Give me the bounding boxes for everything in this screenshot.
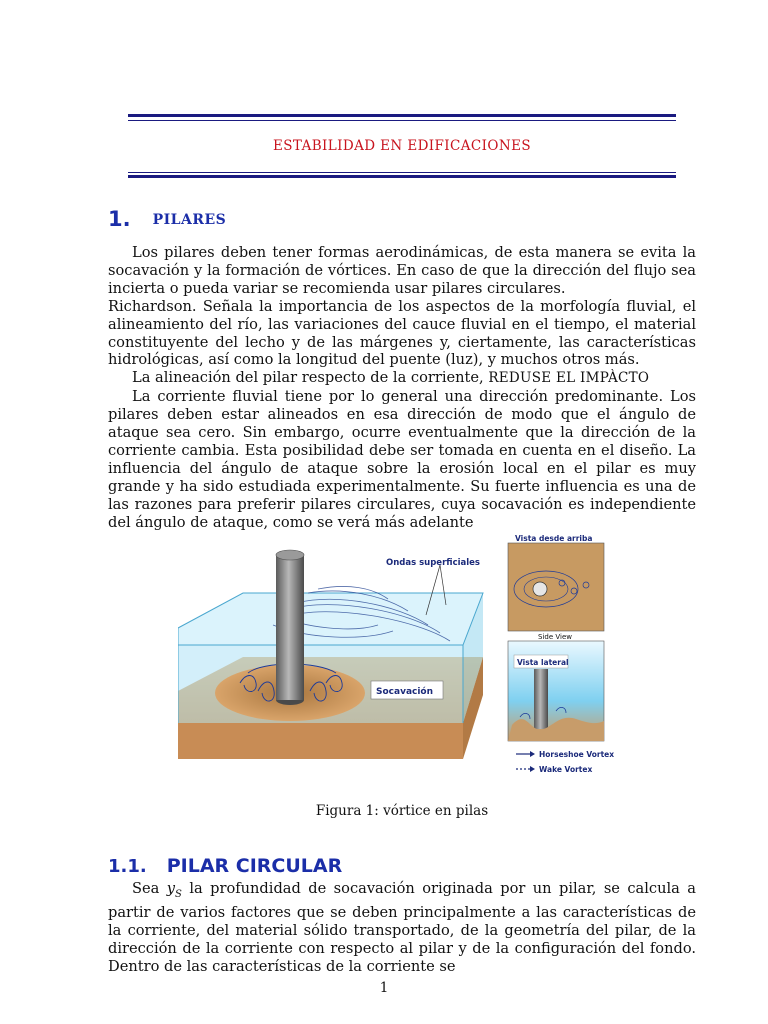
label-lateral-view: Vista lateral <box>517 658 569 667</box>
label-top-view: Vista desde arriba <box>515 534 593 543</box>
header-rule-bottom-thin <box>128 172 676 173</box>
subsection-number: 1.1. <box>108 856 147 877</box>
label-side-view: Side View <box>538 633 572 641</box>
math-subscript: S <box>175 888 182 900</box>
section-number: 1. <box>108 207 131 231</box>
label-surface-waves: Ondas superficiales <box>386 558 480 568</box>
paragraph-text: la profundidad de socavación originada por un pilar, se calcula a partir de varios factores que se deben principalmente a las características de la corriente, del material sólido transportado, de la geometría del pilar, de la dirección de la corriente con respecto al pilar y de la configuración del fondo. Dentro de las características de la corriente se <box>108 880 696 975</box>
alignment-emphasis: REDUSE EL IMPÀCTO <box>488 370 650 387</box>
figure-caption: Figura 1: vórtice en pilas <box>315 803 489 819</box>
paragraph-alignment <box>108 369 696 388</box>
legend-horseshoe-vortex: Horseshoe Vortex <box>539 750 615 759</box>
header-rule-top <box>128 114 676 117</box>
legend-wake-vortex: Wake Vortex <box>539 765 593 774</box>
paragraph: Richardson. Señala la importancia de los aspectos de la morfología fluvial, el alineamiento del río, las variaciones del cauce fluvial en el tiempo, el material constituyente del lecho y de las márgenes y, ciertamente, las características hidrológicas, así como la longitud del puente (luz), y muchos otros más. <box>108 297 696 369</box>
top-view-panel <box>508 543 604 631</box>
header-rule-top-thin <box>128 120 676 121</box>
sediment-front <box>178 723 463 759</box>
header-rule-bottom <box>128 175 676 178</box>
paragraph: Los pilares deben tener formas aerodinámicas, de esta manera se evita la socavación y la formación de vórtices. En caso de que la dirección del flujo sea incierta o pueda variar se recomienda usar pilares circulares. <box>108 244 696 297</box>
section-1-body <box>108 244 696 532</box>
math-symbol: y <box>166 880 176 897</box>
alignment-text: La alineación del pilar respecto de la corriente, <box>132 369 484 387</box>
math-ys <box>166 880 182 900</box>
pier-vortex-figure <box>178 533 630 787</box>
subsection-title: PILAR CIRCULAR <box>166 855 343 877</box>
page-number: 1 <box>379 980 389 996</box>
paragraph-circular-pier <box>108 880 696 975</box>
intro-word: Sea <box>132 880 160 897</box>
pier <box>276 555 304 700</box>
section-heading-pilares <box>108 207 226 231</box>
section-1-1-body <box>108 880 696 975</box>
paragraph: La corriente fluvial tiene por lo general una dirección predominante. Los pilares deben estar alineados en esa dirección de modo que el ángulo de ataque sea cero. Sin embargo, ocurre eventualmente que la dirección de la corriente cambia. Esta posibilidad debe ser tomada en cuenta en el diseño. La influencia del ángulo de ataque sobre la erosión local en el pilar es muy grande y ha sido estudiada experimentalmente. Su fuerte influencia es una de las razones para preferir pilares circulares, cuya socavación es independiente del ángulo de ataque, como se verá más adelante <box>108 388 696 531</box>
water-top <box>178 593 483 645</box>
running-header: ESTABILIDAD EN EDIFICACIONES <box>273 138 531 154</box>
section-title: PILARES <box>152 212 227 228</box>
section-heading-pilar-circular <box>108 855 342 877</box>
label-scour: Socavación <box>376 687 434 697</box>
